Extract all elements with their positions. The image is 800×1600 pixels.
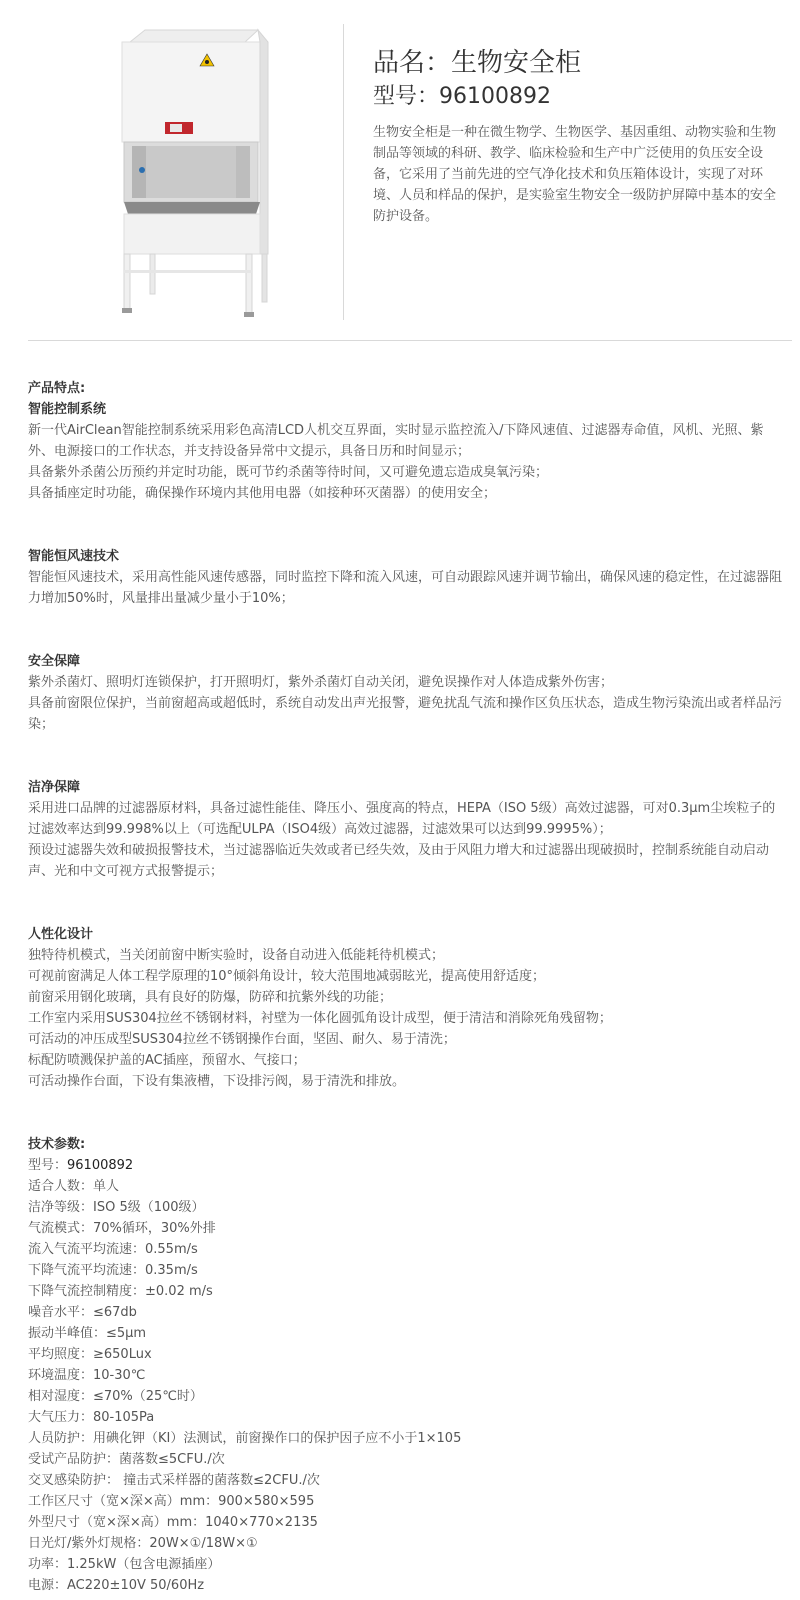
section-heading: 安全保障 <box>28 654 81 669</box>
spec-line: 环境温度：10-30℃ <box>28 1368 146 1383</box>
section-heading: 智能控制系统 <box>28 402 107 417</box>
section-line: 可活动操作台面，下设有集液槽，下设排污阀，易于清洗和排放。 <box>28 1074 406 1089</box>
spec-line: 洁净等级：ISO 5级（100级） <box>28 1200 205 1215</box>
section-line: 独特待机模式，当关闭前窗中断实验时，设备自动进入低能耗待机模式； <box>28 948 445 963</box>
spec-line: 相对湿度：≤70%（25℃时） <box>28 1389 203 1404</box>
section-line: 采用进口品牌的过滤器原材料，具备过滤性能佳、降压小、强度高的特点，HEPA（ISO 5级）高效过滤器，可对0.3μm尘埃粒子的过滤效率达到99.998%以上（可选配ULPA（ISO4级）高效过滤器，过滤效果可以达到99.9995%）； <box>28 801 776 837</box>
section-line: 智能恒风速技术，采用高性能风速传感器，同时监控下降和流入风速，可自动跟踪风速并调节输出，确保风速的稳定性，在过滤器阻力增加50%时，风量排出量减少量小于10%； <box>28 570 783 606</box>
section-line: 具备插座定时功能，确保操作环境内其他用电器（如接种环灭菌器）的使用安全； <box>28 486 497 501</box>
spec-line: 日光灯/紫外灯规格：20W×①/18W×① <box>28 1536 258 1551</box>
spec-line: 适合人数：单人 <box>28 1179 120 1194</box>
spec-line: 工作区尺寸（宽×深×高）mm：900×580×595 <box>28 1494 315 1509</box>
spec-model-value: 96100892 <box>67 1158 134 1173</box>
spec-line: 人员防护：用碘化钾（KI）法测试，前窗操作口的保护因子应不小于1×105 <box>28 1431 462 1446</box>
spec-line: 电源：AC220±10V 50/60Hz <box>28 1578 205 1593</box>
feature-section <box>28 546 788 609</box>
vertical-divider <box>343 24 344 320</box>
product-model: 型号：96100892 <box>373 84 551 109</box>
section-heading: 智能恒风速技术 <box>28 549 120 564</box>
feature-section <box>28 651 788 735</box>
feature-sections <box>28 399 788 1092</box>
product-details <box>28 378 788 1596</box>
section-line: 具备前窗限位保护，当前窗超高或超低时，系统自动发出声光报警，避免扰乱气流和操作区负压状态，造成生物污染流出或者样品污染； <box>28 696 783 732</box>
spec-line: 外型尺寸（宽×深×高）mm：1040×770×2135 <box>28 1515 318 1530</box>
section-line: 工作室内采用SUS304拉丝不锈钢材料，衬壁为一体化圆弧角设计成型，便于清洁和消除死角残留物； <box>28 1011 612 1026</box>
horizontal-divider <box>28 340 792 341</box>
spec-model <box>28 1155 788 1176</box>
section-line: 可活动的冲压成型SUS304拉丝不锈钢操作台面，坚固、耐久、易于清洗； <box>28 1032 456 1047</box>
spec-line: 气流模式：70%循环，30%外排 <box>28 1221 216 1236</box>
specs-title: 技术参数: <box>28 1137 86 1152</box>
section-line: 具备紫外杀菌公历预约并定时功能，既可节约杀菌等待时间，又可避免遗忘造成臭氧污染； <box>28 465 549 480</box>
feature-section <box>28 924 788 1092</box>
features-title: 产品特点: <box>28 381 86 396</box>
spec-line: 大气压力：80-105Pa <box>28 1410 155 1425</box>
biosafety-cabinet-image <box>110 22 280 322</box>
spec-line: 下降气流控制精度：±0.02 m/s <box>28 1284 213 1299</box>
spec-line: 流入气流平均流速：0.55m/s <box>28 1242 198 1257</box>
product-header <box>0 0 800 340</box>
product-intro: 生物安全柜是一种在微生物学、生物医学、基因重组、动物实验和生物制品等领域的科研、教学、临床检验和生产中广泛使用的负压安全设备，它采用了当前先进的空气净化技术和负压箱体设计，实现了对环境、人员和样品的保护，是实验室生物安全一级防护屏障中基本的安全防护设备。 <box>373 125 777 224</box>
product-name: 品名：生物安全柜 <box>373 48 582 78</box>
section-line: 紫外杀菌灯、照明灯连锁保护，打开照明灯，紫外杀菌灯自动关闭，避免误操作对人体造成紫外伤害； <box>28 675 614 690</box>
spec-model-label: 型号： <box>28 1158 68 1173</box>
spec-line: 交叉感染防护： 撞击式采样器的菌落数≤2CFU./次 <box>28 1473 320 1488</box>
spec-list <box>28 1176 788 1596</box>
section-line: 前窗采用钢化玻璃，具有良好的防爆，防碎和抗紫外线的功能； <box>28 990 393 1005</box>
feature-section <box>28 777 788 882</box>
feature-section <box>28 399 788 504</box>
section-line: 新一代AirClean智能控制系统采用彩色高清LCD人机交互界面，实时显示监控流入/下降风速值、过滤器寿命值，风机、光照、紫外、电源接口的工作状态，并支持设备异常中文提示，具备日历和时间显示； <box>28 423 764 459</box>
spec-line: 噪音水平：≤67db <box>28 1305 137 1320</box>
section-line: 标配防喷溅保护盖的AC插座，预留水、气接口； <box>28 1053 306 1068</box>
spec-line: 功率：1.25kW（包含电源插座） <box>28 1557 221 1572</box>
section-heading: 洁净保障 <box>28 780 81 795</box>
spec-line: 振动半峰值：≤5μm <box>28 1326 147 1341</box>
section-line: 预设过滤器失效和破损报警技术，当过滤器临近失效或者已经失效，及由于风阻力增大和过滤器出现破损时，控制系统能自动启动声、光和中文可视方式报警提示； <box>28 843 770 879</box>
spec-line: 受试产品防护：菌落数≤5CFU./次 <box>28 1452 225 1467</box>
section-line: 可视前窗满足人体工程学原理的10°倾斜角设计，较大范围地减弱眩光，提高使用舒适度； <box>28 969 546 984</box>
spec-line: 平均照度：≥650Lux <box>28 1347 152 1362</box>
section-heading: 人性化设计 <box>28 927 94 942</box>
spec-line: 下降气流平均流速：0.35m/s <box>28 1263 198 1278</box>
